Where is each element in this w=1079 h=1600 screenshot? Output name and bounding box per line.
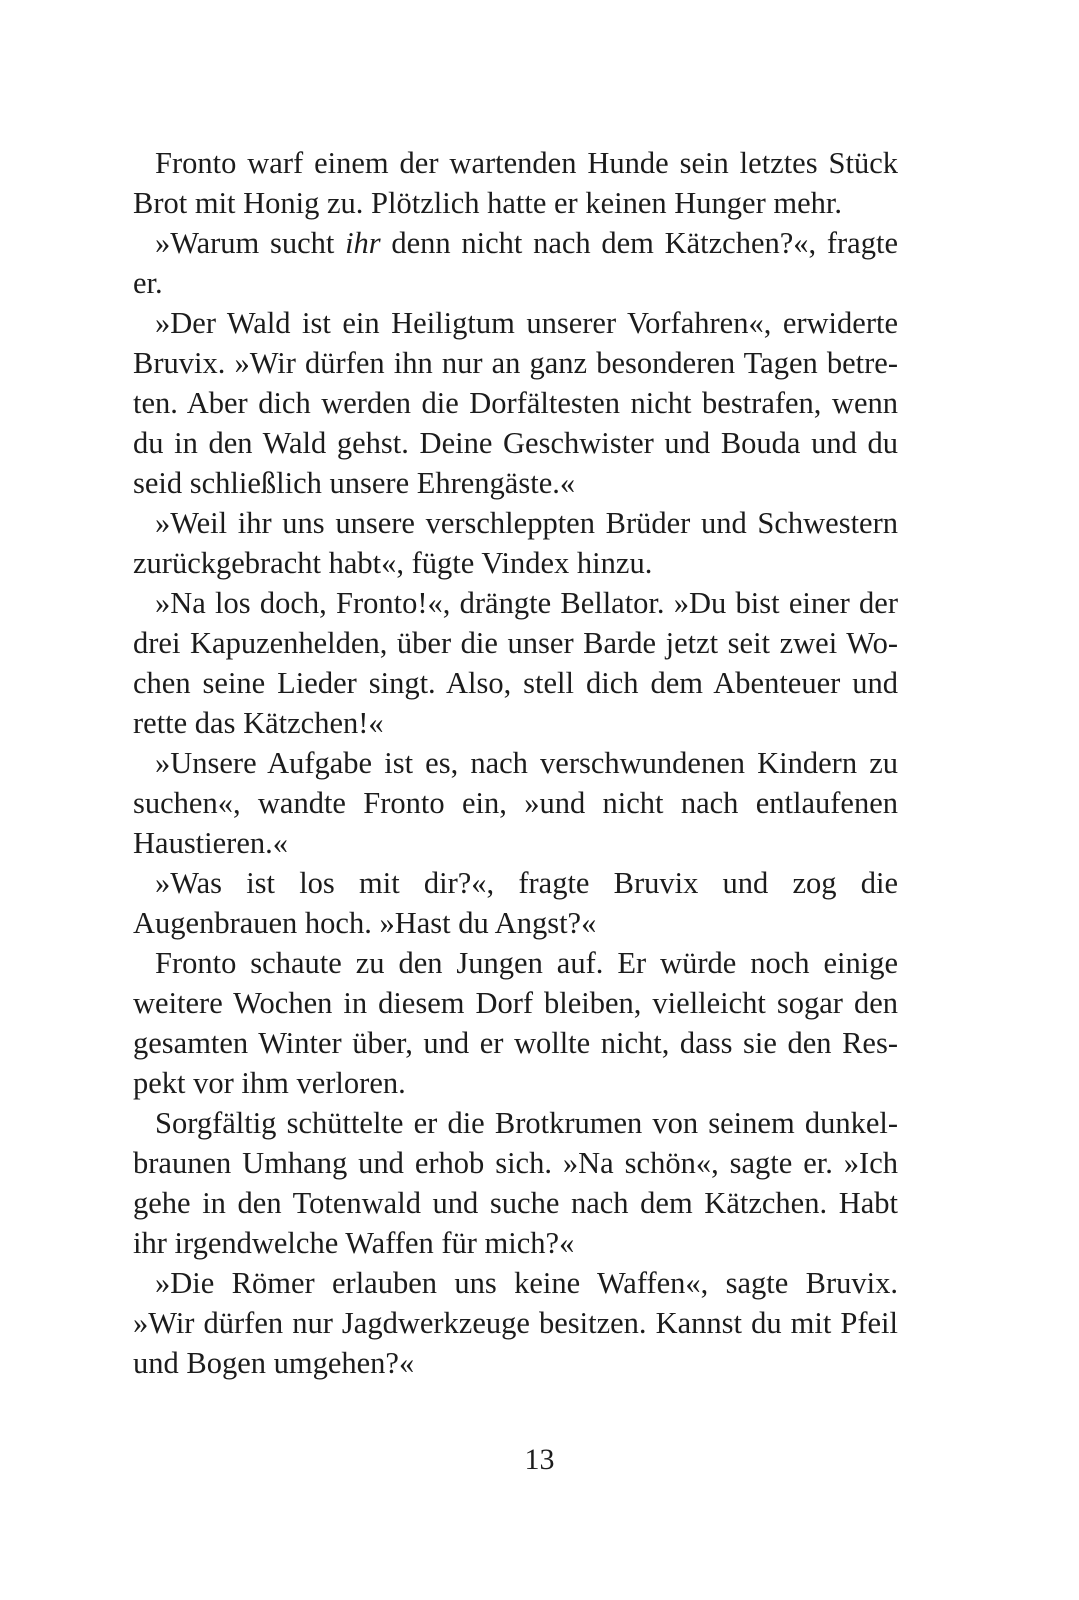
paragraph: »Der Wald ist ein Heiligtum unserer Vorfahren«, erwiderte Bruvix. »Wir dürfen ihn nur an ganz besonderen Tagen betreten. Aber dich werden die Dorfältesten nicht bestrafen, wenn du in den Wald gehst. Deine Geschwister und Bouda und du seid schließlich unsere Ehrengäste.« <box>133 306 898 500</box>
paragraph: »Weil ihr uns unsere verschleppten Brüder und Schwestern zurückgebracht habt«, fügte Vindex hinzu. <box>133 506 898 580</box>
paragraph <box>133 223 898 303</box>
paragraph: »Die Römer erlauben uns keine Waffen«, sagte Bruvix. »Wir dürfen nur Jagdwerkzeuge besitzen. Kannst du mit Pfeil und Bogen umgehen?« <box>133 1266 898 1380</box>
body-text <box>133 143 898 1383</box>
paragraph: »Na los doch, Fronto!«, drängte Bellator. »Du bist einer der drei Kapuzenhelden, über die unser Barde jetzt seit zwei Wochen seine Lieder singt. Also, stell dich dem Abenteuer und rette das Kätzchen!« <box>133 586 898 740</box>
paragraph: »Unsere Aufgabe ist es, nach verschwundenen Kindern zu suchen«, wandte Fronto ein, »und nicht nach entlaufenen Haustieren.« <box>133 746 898 860</box>
text-run: »Warum sucht <box>155 226 346 260</box>
emphasized-word: ihr <box>345 226 381 260</box>
paragraph: Fronto schaute zu den Jungen auf. Er würde noch einige weitere Wochen in diesem Dorf bleiben, vielleicht sogar den gesamten Winter über, und er wollte nicht, dass sie den Respekt vor ihm verloren. <box>133 946 898 1100</box>
page-number: 13 <box>524 1443 555 1476</box>
paragraph: Fronto warf einem der wartenden Hunde sein letztes Stück Brot mit Honig zu. Plötzlich hatte er keinen Hunger mehr. <box>133 146 898 220</box>
text-run: denn nicht nach dem Kätzchen?«, fragte er. <box>133 226 898 300</box>
paragraph: »Was ist los mit dir?«, fragte Bruvix und zog die Augenbrauen hoch. »Hast du Angst?« <box>133 866 898 940</box>
paragraph: Sorgfältig schüttelte er die Brotkrumen von seinem dunkelbraunen Umhang und erhob sich. »Na schön«, sagte er. »Ich gehe in den Totenwald und suche nach dem Kätzchen. Habt ihr irgendwelche Waffen für mich?« <box>133 1106 898 1260</box>
